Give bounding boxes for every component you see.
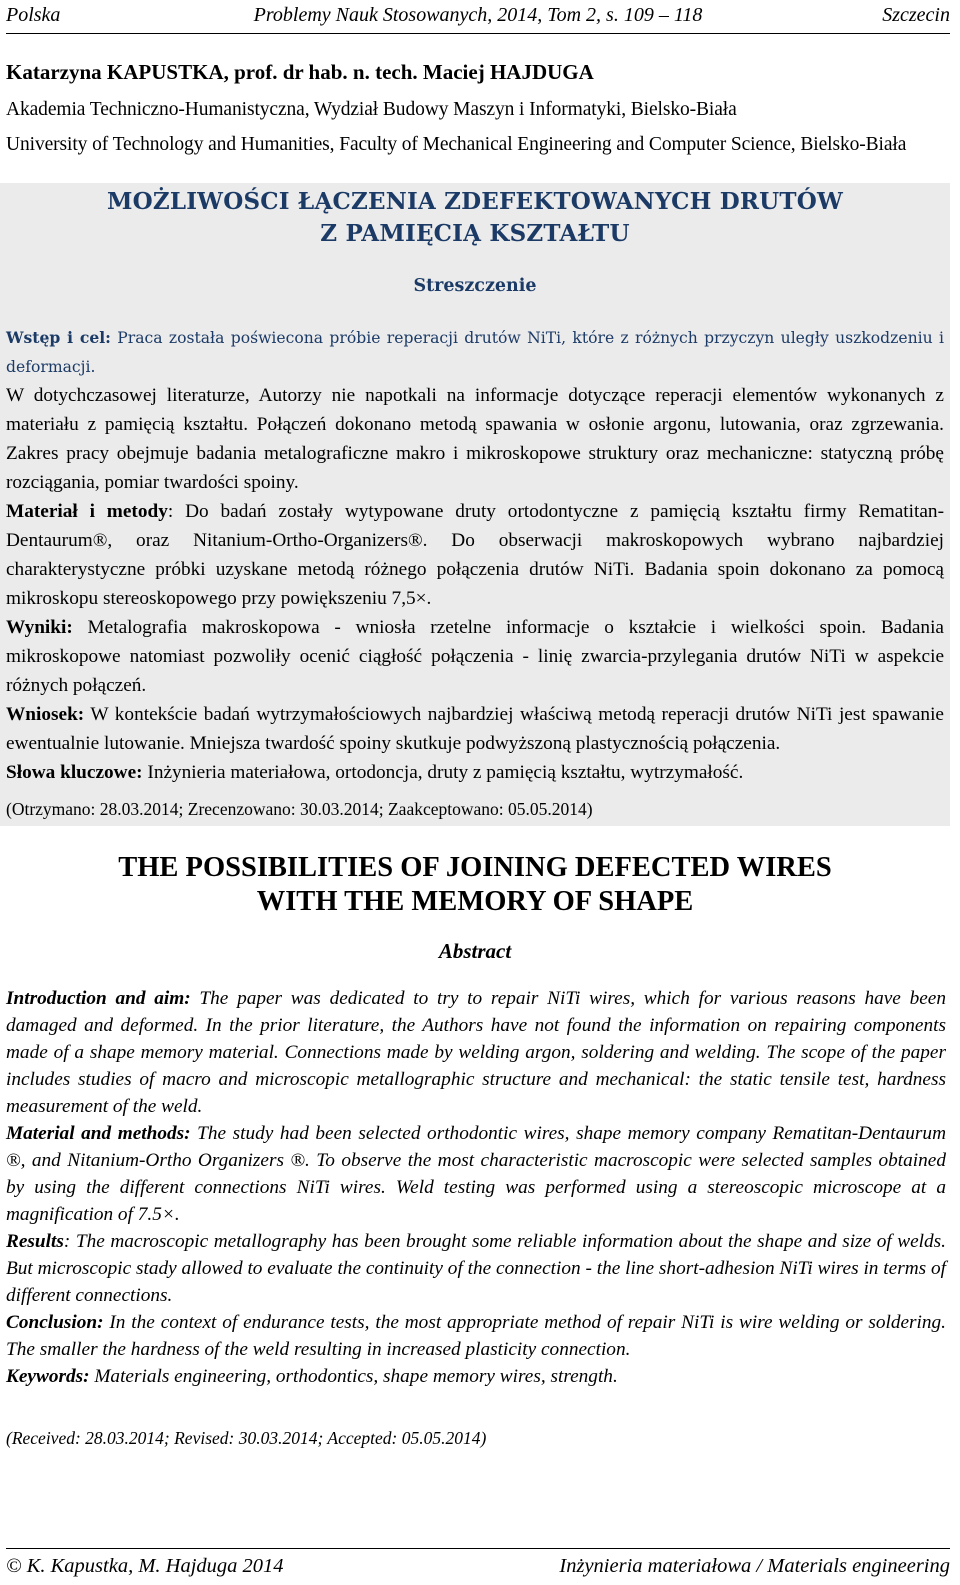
running-head-journal: Problemy Nauk Stosowanych, 2014, Tom 2, s. 109 – 118 (253, 4, 703, 26)
polish-conclusion-label: Wniosek: (6, 704, 85, 725)
authors: Katarzyna KAPUSTKA, prof. dr hab. n. tech. Maciej HAJDUGA (6, 60, 594, 84)
affiliation-polish: Akademia Techniczno-Humanistyczna, Wydział Budowy Maszyn i Informatyki, Bielsko-Biała (6, 99, 737, 120)
english-abstract-body (6, 985, 946, 1390)
running-head-country: Polska (6, 4, 61, 26)
polish-intro-continued: W dotychczasowej literaturze, Autorzy nie napotkali na informacje dotyczące reperacji elementów wykonanych z materiału z pamięcią kształtu. Połączeń dokonano metodą spawania w osłonie argonu, lutowania, oraz zgrzewania. Zakres pracy obejmuje badania metalograficzne makro i mikroskopowe struktury oraz mechaniczne: statyczną próbę rozciągania, pomiar twardości spoiny. (6, 385, 944, 493)
english-keywords-label: Keywords: (6, 1366, 90, 1387)
english-conclusion-text: In the context of endurance tests, the most appropriate method of repair NiTi is wire welding or soldering. The smaller the hardness of the weld resulting in increased plasticity connection. (6, 1312, 946, 1360)
polish-keywords-label: Słowa kluczowe: (6, 762, 143, 783)
footer-section: Inżynieria materiałowa / Materials engineering (559, 1555, 950, 1577)
english-results-text: : The macroscopic metallography has been brought some reliable information about the shape and size of welds. But microscopic stady allowed to evaluate the continuity of the connection - the line short-adhesion NiTi wires in terms of different connections. (6, 1231, 946, 1306)
polish-title-line-1: MOŻLIWOŚCI ŁĄCZENIA ZDEFEKTOWANYCH DRUTÓW (106, 188, 844, 215)
polish-abstract-heading: Streszczenie (413, 276, 537, 296)
english-methods-label: Material and methods: (6, 1123, 191, 1144)
polish-results-text: Metalografia makroskopowa - wniosła rzetelne informacje o kształcie i wielkości spoin. Badania mikroskopowe natomiast pozwoliły ocenić ciągłość połączenia - linię zwarcia-przylegania drutów NiTi w aspekcie różnych połączeń. (6, 617, 944, 696)
polish-dates: (Otrzymano: 28.03.2014; Zrecenzowano: 30.03.2014; Zaakceptowano: 05.05.2014) (6, 799, 593, 819)
polish-methods-label: Materiał i metody (6, 501, 168, 522)
affiliation-english: University of Technology and Humanities, Faculty of Mechanical Engineering and Computer Science, Bielsko-Biała (6, 134, 907, 155)
polish-intro-label: Wstęp i cel: (6, 328, 111, 347)
polish-abstract-body (6, 381, 944, 787)
polish-keywords-text: Inżynieria materiałowa, ortodoncja, druty z pamięcią kształtu, wytrzymałość. (142, 762, 744, 783)
polish-methods-text: : Do badań zostały wytypowane druty ortodontyczne z pamięcią kształtu firmy Rematitan-Dentaurum®, oraz Nitanium-Ortho-Organizers®. Do obserwacji makroskopowych wybrano najbardziej charakterystyczne próbki uzyskane metodą różnego połączenia drutów NiTi. Badania spoin dokonano za pomocą mikroskopu stereoskopowego przy powiększeniu 7,5×. (6, 501, 944, 609)
polish-intro (6, 323, 944, 382)
english-conclusion-label: Conclusion: (6, 1312, 104, 1333)
polish-results-label: Wyniki: (6, 617, 73, 638)
footer-copyright: © K. Kapustka, M. Hajduga 2014 (6, 1555, 284, 1577)
polish-intro-text: Praca została poświecona próbie reperacji drutów NiTi, które z różnych przyczyn uległy uszkodzeniu i deformacji. (6, 329, 944, 376)
footer-rule (6, 1548, 950, 1549)
english-title-line-1: THE POSSIBILITIES OF JOINING DEFECTED WIRES (118, 852, 832, 883)
english-title-line-2: WITH THE MEMORY OF SHAPE (256, 886, 694, 917)
english-intro-text: The paper was dedicated to try to repair NiTi wires, which for various reasons have been damaged and deformed. In the prior literature, the Authors have not found the information on repairing components made of a shape memory material. Connections made by welding argon, soldering and welding. The scope of the paper includes studies of macro and microscopic metallographic structure and mechanical: the static tensile test, hardness measurement of the weld. (6, 988, 946, 1117)
running-head (6, 2, 950, 28)
page-footer (6, 1551, 950, 1581)
header-rule (6, 33, 950, 34)
english-keywords-text: Materials engineering, orthodontics, shape memory wires, strength. (89, 1366, 618, 1387)
polish-title-line-2: Z PAMIĘCIĄ KSZTAŁTU (320, 220, 630, 247)
english-methods-text: The study had been selected orthodontic wires, shape memory company Rematitan-Dentaurum ®, and Nitanium-Ortho Organizers ®. To observe the most characteristic macroscopic were selected samples obtained by using the different connections NiTi wires. Weld testing was performed using a stereoscopic microscope at a magnification of 7.5×. (6, 1123, 946, 1225)
running-head-city: Szczecin (882, 4, 950, 26)
english-abstract-heading: Abstract (438, 939, 512, 963)
english-intro-label: Introduction and aim: (6, 988, 191, 1009)
english-dates: (Received: 28.03.2014; Revised: 30.03.2014; Accepted: 05.05.2014) (6, 1428, 487, 1448)
english-results-label: Results (6, 1231, 64, 1252)
polish-conclusion-text: W kontekście badań wytrzymałościowych najbardziej właściwą metodą reperacji drutów NiTi jest spawanie ewentualnie lutowanie. Mniejsza twardość spoiny skutkuje podwyższoną plastycznością połączenia. (6, 704, 944, 754)
